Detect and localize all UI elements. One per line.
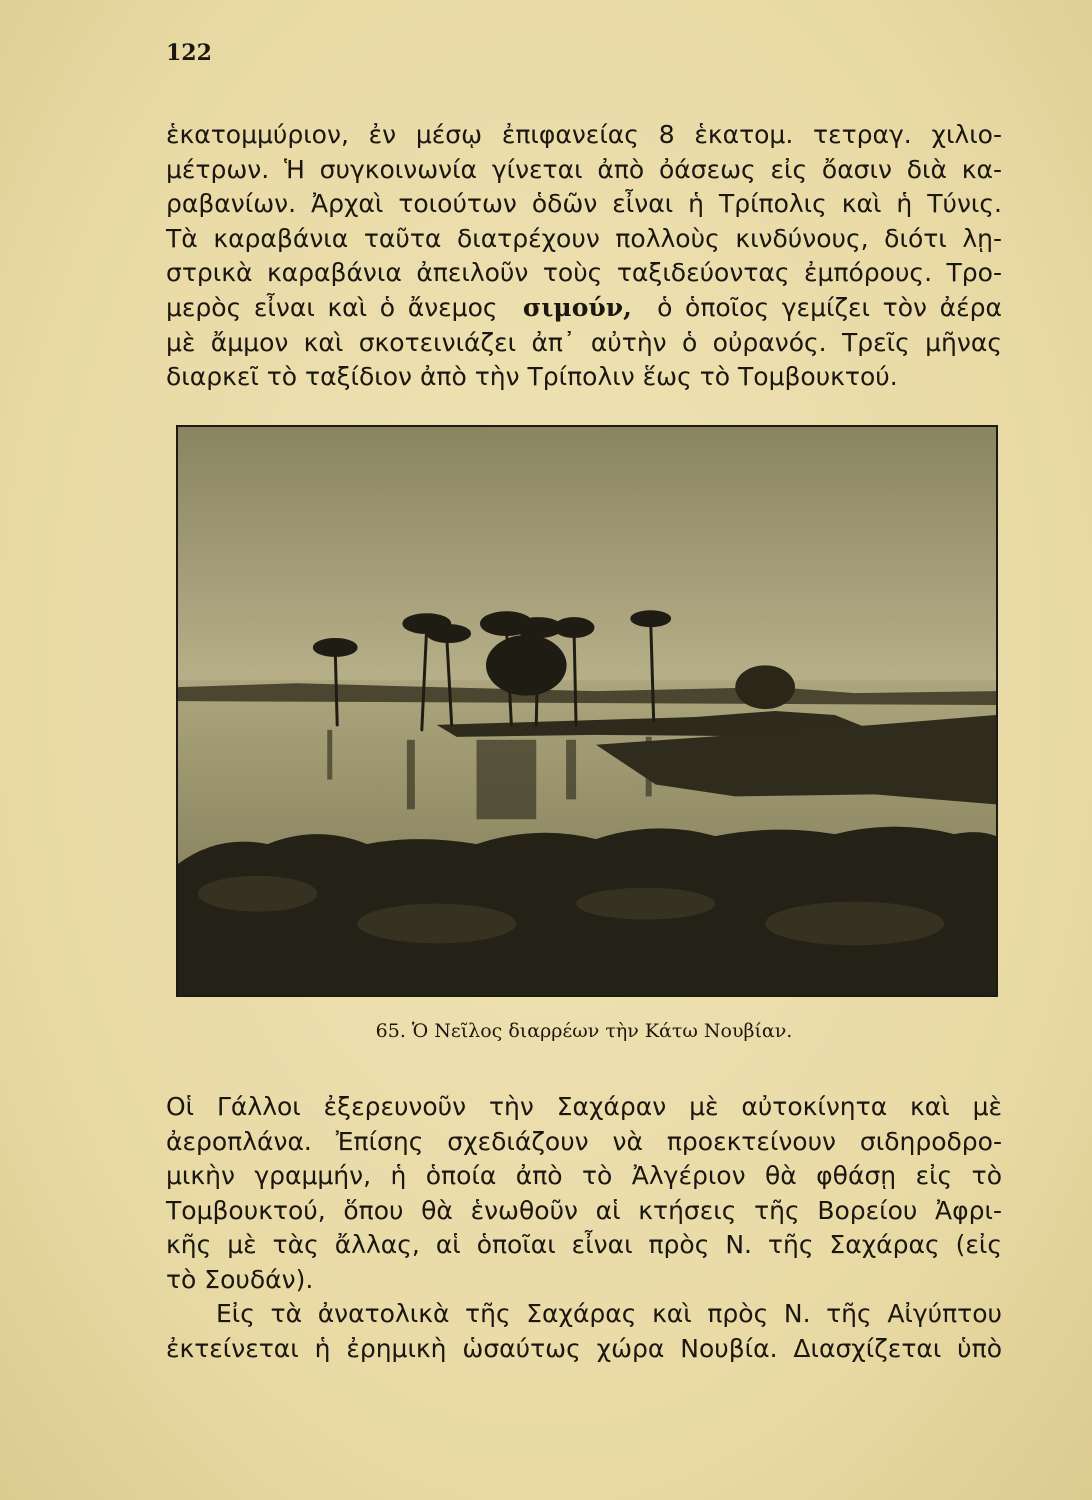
photo-illustration [178, 427, 996, 995]
photo-caption: 65. Ὁ Νεῖλος διαρρέων τὴν Κάτω Νουβίαν. [375, 1020, 793, 1042]
text-line: Οἱ Γάλλοι ἐξερευνοῦν τὴν Σαχάραν μὲ αὐτοκίνητα καὶ μὲ [166, 1092, 1002, 1121]
text-line: Τὰ καραβάνια ταῦτα διατρέχουν πολλοὺς κινδύνους, διότι λῃ- [166, 223, 1002, 253]
text-line: Τομβουκτού, ὅπου θὰ ἑνωθοῦν αἱ κτήσεις τῆς Βορείου Ἀφρι- [166, 1195, 1002, 1225]
text-line: ραβανίων. Ἀρχαὶ τοιούτων ὁδῶν εἶναι ἡ Τρίπολις καὶ ἡ Τύνις. [166, 189, 1002, 219]
text-line: ἑκατομμύριον, ἐν μέσῳ ἐπιφανείας 8 ἑκατομ. τετραγ. χιλιο- [166, 120, 1002, 149]
text-line: τὸ Σουδάν). [166, 1264, 314, 1294]
text-line: κῆς μὲ τὰς ἄλλας, αἱ ὁποῖαι εἶναι πρὸς Ν. τῆς Σαχάρας (εἰς [166, 1230, 1002, 1260]
text-line: μέτρων. Ἡ συγκοινωνία γίνεται ἀπὸ ὀάσεως εἰς ὄασιν διὰ κα- [166, 154, 1002, 184]
text-line: Εἰς τὰ ἀνατολικὰ τῆς Σαχάρας καὶ πρὸς Ν. τῆς Αἰγύπτου [216, 1299, 1002, 1328]
text-line: διαρκεῖ τὸ ταξίδιον ἀπὸ τὴν Τρίπολιν ἕως τὸ Τομβουκτού. [166, 362, 898, 392]
page-number: 122 [166, 40, 212, 66]
paragraph-french-exploration [166, 1090, 1002, 1298]
text-line: μικὴν γραμμήν, ἡ ὁποία ἀπὸ τὸ Ἀλγέριον θὰ φθάσῃ εἰς τὸ [166, 1161, 1002, 1191]
nile-photograph [176, 425, 998, 997]
paragraph-top [166, 118, 1002, 395]
text-line: στρικὰ καραβάνια ἀπειλοῦν τοὺς ταξιδεύοντας ἐμπόρους. Τρο- [166, 258, 1002, 288]
text-line: μὲ ἄμμον καὶ σκοτεινιάζει ἀπ᾽ αὐτὴν ὁ οὐρανός. Τρεῖς μῆνας [166, 327, 1002, 357]
text-line-with-bold [166, 291, 1002, 326]
text-line: ἐκτείνεται ἡ ἐρημικὴ ὡσαύτως χώρα Νουβία. Διασχίζεται ὑπὸ [166, 1333, 1002, 1363]
text-segment: μερὸς εἶναι καὶ ὁ ἄνεμος [166, 292, 498, 322]
text-segment: ὁ ὁποῖος γεμίζει τὸν ἀέρα [657, 292, 1002, 322]
text-line: ἀεροπλάνα. Ἐπίσης σχεδιάζουν νὰ προεκτείνουν σιδηροδρο- [166, 1126, 1002, 1156]
paragraph-nubia [166, 1297, 1002, 1366]
bold-term: σιμούν, [522, 292, 632, 322]
